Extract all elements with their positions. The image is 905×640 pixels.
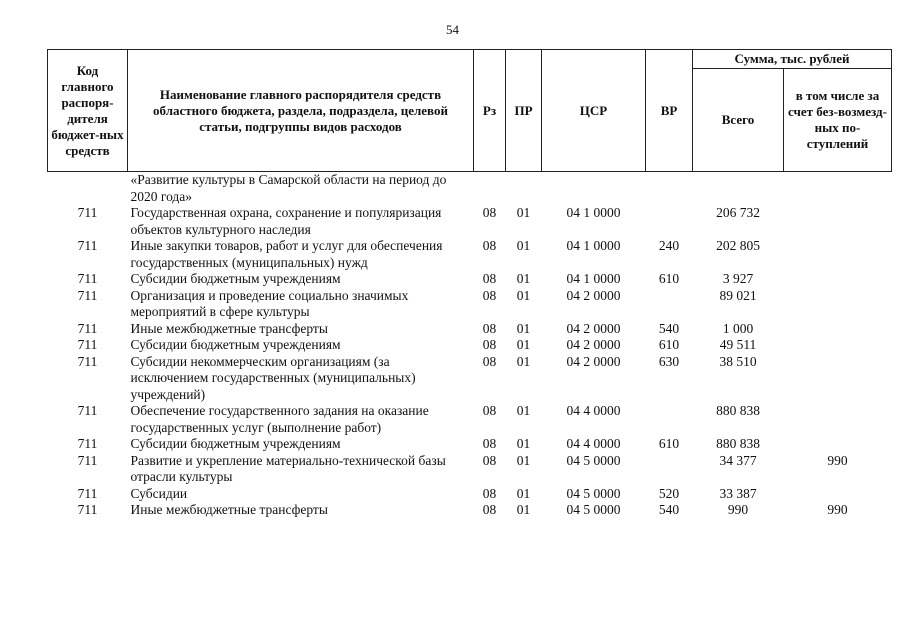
cell-pr: 01 — [516, 452, 531, 468]
cell-csr: 04 4 0000 — [566, 436, 621, 451]
cell-code: 711 — [77, 205, 98, 220]
table-row — [48, 453, 892, 486]
cell-code: 711 — [77, 337, 98, 352]
cell-rz — [474, 172, 506, 206]
cell-free — [784, 486, 892, 503]
header-name: Наименование главного распорядителя средств областного бюджета, раздела, подраздела, целевой статьи, подгруппы видов расходов — [128, 50, 474, 172]
cell-vr: 610 — [658, 271, 680, 286]
cell-total: 1 000 — [722, 320, 754, 336]
table-row — [48, 337, 892, 354]
cell-code: 711 — [77, 238, 98, 253]
cell-vr: 610 — [658, 337, 680, 352]
cell-rz: 08 — [482, 485, 497, 501]
cell-name: Развитие и укрепление материально-технической базы отрасли культуры — [130, 452, 446, 484]
cell-vr — [646, 403, 693, 436]
cell-pr — [506, 172, 542, 206]
cell-total: 3 927 — [722, 271, 754, 286]
cell-total: 38 510 — [719, 353, 757, 369]
header-pr: ПР — [506, 50, 542, 172]
cell-name: Субсидии некоммерческим организациям (за исключением государственных (муниципальных) учреждений) — [130, 353, 416, 402]
cell-rz: 08 — [482, 337, 497, 352]
cell-pr: 01 — [516, 436, 531, 451]
cell-csr: 04 1 0000 — [566, 205, 621, 220]
cell-vr: 630 — [658, 353, 680, 369]
header-rz: Рз — [474, 50, 506, 172]
page-number: 54 — [446, 22, 459, 37]
cell-free — [784, 354, 892, 404]
cell-rz: 08 — [482, 436, 497, 451]
cell-name: Организация и проведение социально значимых мероприятий в сфере культуры — [130, 287, 409, 319]
cell-code: 711 — [77, 452, 98, 468]
cell-name: Иные межбюджетные трансферты — [130, 502, 328, 517]
cell-free: 990 — [827, 452, 848, 468]
cell-vr — [646, 288, 693, 321]
cell-free: 990 — [827, 502, 848, 517]
cell-pr: 01 — [516, 403, 531, 418]
table-row — [48, 205, 892, 238]
table-row — [48, 271, 892, 288]
cell-csr: 04 2 0000 — [566, 287, 621, 303]
cell-name: Иные межбюджетные трансферты — [130, 320, 328, 336]
cell-pr: 01 — [516, 337, 531, 352]
cell-name: Субсидии бюджетным учреждениям — [130, 436, 341, 451]
budget-table — [47, 49, 892, 519]
cell-total: 880 838 — [716, 436, 760, 451]
cell-csr: 04 2 0000 — [566, 353, 621, 369]
cell-total: 202 805 — [716, 238, 760, 253]
cell-pr: 01 — [516, 287, 531, 303]
cell-total — [693, 172, 784, 206]
table-row — [48, 436, 892, 453]
cell-code — [48, 172, 128, 206]
cell-free — [784, 205, 892, 238]
table-row — [48, 354, 892, 404]
cell-name: Государственная охрана, сохранение и популяризация объектов культурного наследия — [130, 205, 442, 237]
cell-free — [784, 436, 892, 453]
cell-rz: 08 — [482, 353, 497, 369]
table-row — [48, 172, 892, 206]
cell-free — [784, 337, 892, 354]
cell-pr: 01 — [516, 238, 531, 253]
cell-rz: 08 — [482, 238, 497, 253]
table-row — [48, 238, 892, 271]
table-body — [48, 172, 892, 519]
cell-name: Иные закупки товаров, работ и услуг для обеспечения государственных (муниципальных) нужд — [130, 238, 443, 270]
cell-csr: 04 2 0000 — [566, 337, 621, 352]
cell-csr: 04 5 0000 — [566, 452, 621, 468]
cell-vr — [646, 205, 693, 238]
cell-rz: 08 — [482, 320, 497, 336]
table-row — [48, 502, 892, 519]
cell-vr — [646, 172, 693, 206]
cell-rz: 08 — [482, 452, 497, 468]
cell-free — [784, 288, 892, 321]
cell-pr: 01 — [516, 320, 531, 336]
cell-total: 89 021 — [719, 287, 757, 303]
cell-code: 711 — [77, 485, 98, 501]
cell-pr: 01 — [516, 485, 531, 501]
cell-name: Субсидии — [130, 485, 188, 501]
cell-pr: 01 — [516, 271, 531, 286]
cell-vr: 540 — [658, 502, 680, 517]
table-row — [48, 321, 892, 338]
cell-free — [784, 271, 892, 288]
cell-csr — [542, 172, 646, 206]
cell-name: Субсидии бюджетным учреждениям — [130, 337, 341, 352]
cell-rz: 08 — [482, 271, 497, 286]
cell-name: Субсидии бюджетным учреждениям — [130, 271, 341, 286]
header-code: Код главного распоря-дителя бюджет-ных средств — [48, 50, 128, 172]
cell-csr: 04 4 0000 — [566, 403, 621, 418]
table-row — [48, 486, 892, 503]
cell-vr: 610 — [658, 436, 680, 451]
cell-vr: 240 — [658, 238, 680, 253]
cell-code: 711 — [77, 353, 98, 369]
header-sum: Сумма, тыс. рублей — [693, 50, 892, 69]
cell-code: 711 — [77, 502, 98, 517]
cell-vr — [646, 453, 693, 486]
header-total: Всего — [693, 69, 784, 172]
cell-free — [784, 321, 892, 338]
cell-csr: 04 1 0000 — [566, 271, 621, 286]
cell-code: 711 — [77, 287, 98, 303]
cell-rz: 08 — [482, 287, 497, 303]
cell-total: 206 732 — [716, 205, 760, 220]
cell-vr: 540 — [658, 320, 680, 336]
cell-free — [784, 238, 892, 271]
cell-total: 49 511 — [719, 337, 757, 352]
cell-code: 711 — [77, 436, 98, 451]
cell-csr: 04 5 0000 — [566, 502, 621, 517]
cell-csr: 04 2 0000 — [566, 320, 621, 336]
cell-name: «Развитие культуры в Самарской области на период до 2020 года» — [130, 172, 447, 204]
cell-pr: 01 — [516, 205, 531, 220]
cell-total: 34 377 — [719, 452, 757, 468]
cell-rz: 08 — [482, 502, 497, 517]
cell-rz: 08 — [482, 403, 497, 418]
cell-code: 711 — [77, 320, 98, 336]
cell-rz: 08 — [482, 205, 497, 220]
cell-name: Обеспечение государственного задания на оказание государственных услуг (выполнение работ) — [130, 403, 429, 435]
table-row — [48, 288, 892, 321]
cell-free — [784, 403, 892, 436]
cell-vr: 520 — [658, 485, 680, 501]
cell-pr: 01 — [516, 502, 531, 517]
cell-free — [784, 172, 892, 206]
cell-total: 880 838 — [716, 403, 760, 418]
header-vr: ВР — [646, 50, 693, 172]
header-free: в том числе за счет без-возмезд-ных по-ступлений — [784, 69, 892, 172]
cell-code: 711 — [77, 271, 98, 286]
header-csr: ЦСР — [542, 50, 646, 172]
table-row — [48, 403, 892, 436]
table-header — [48, 50, 892, 172]
cell-total: 33 387 — [719, 485, 757, 501]
cell-csr: 04 1 0000 — [566, 238, 621, 253]
cell-code: 711 — [77, 403, 98, 418]
cell-csr: 04 5 0000 — [566, 485, 621, 501]
cell-total: 990 — [727, 502, 749, 517]
cell-pr: 01 — [516, 353, 531, 369]
